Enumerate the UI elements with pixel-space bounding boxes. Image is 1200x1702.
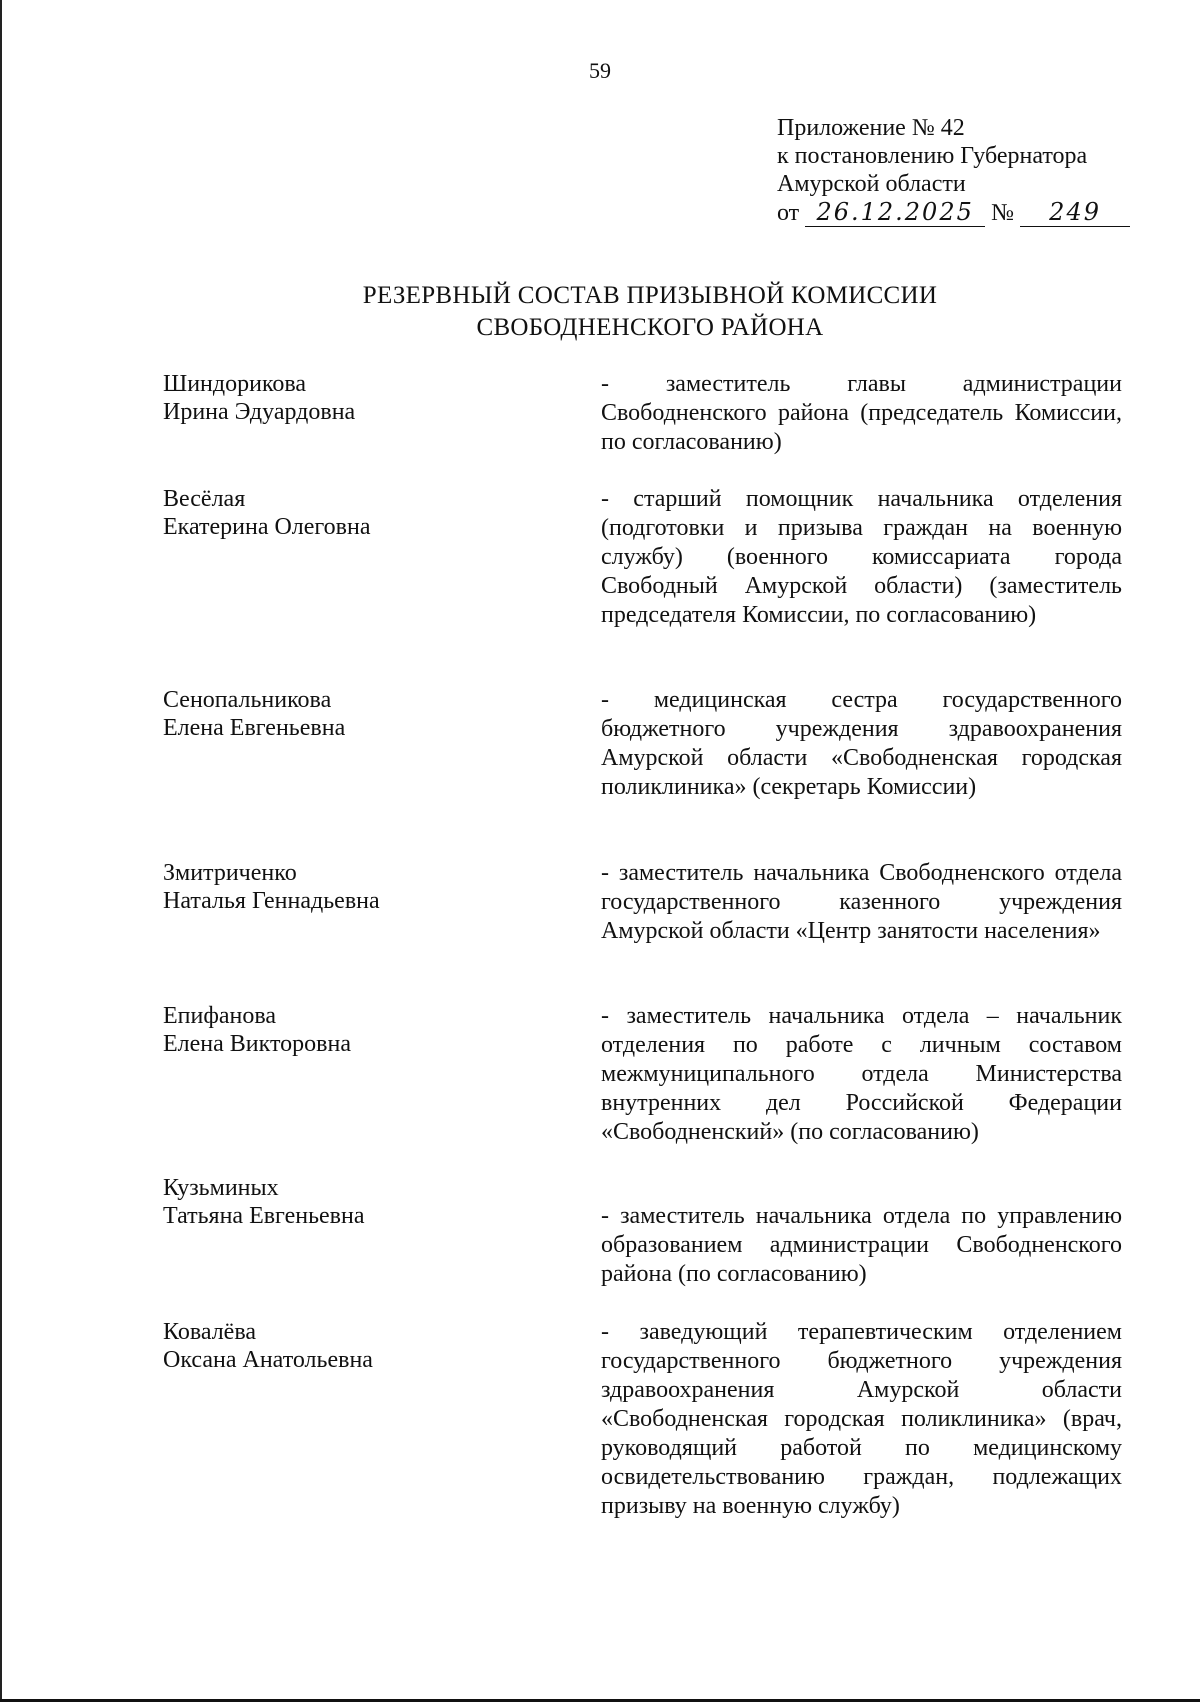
member-given-names: Ирина Эдуардовна [163, 399, 356, 425]
member-given-names: Татьяна Евгеньевна [163, 1203, 365, 1229]
number-prefix: № [991, 200, 1015, 226]
member-name [163, 1002, 563, 1058]
member-name [163, 859, 563, 915]
member-given-names: Оксана Анатольевна [163, 1347, 373, 1373]
member-position: - заместитель начальника Свободненского отдела государственного казенного учреждения Амурской области «Центр занятости населения» [601, 860, 1122, 944]
handwritten-date: 26.12.2025 [805, 198, 985, 227]
appendix-date-number-line [777, 198, 1157, 227]
appendix-header [777, 114, 1157, 227]
page-number: 59 [589, 58, 611, 83]
appendix-region: Амурской области [777, 171, 966, 197]
member-name [163, 1318, 563, 1374]
scan-edge-left [0, 0, 2, 1702]
appendix-resolution: к постановлению Губернатора [777, 143, 1088, 169]
member-given-names: Екатерина Олеговна [163, 514, 371, 540]
document-title [0, 280, 1200, 344]
title-line-1: РЕЗЕРВНЫЙ СОСТАВ ПРИЗЫВНОЙ КОМИССИИ [362, 282, 938, 309]
member-surname: Ковалёва [163, 1319, 256, 1345]
member-name [163, 370, 563, 426]
handwritten-number: 249 [1020, 198, 1130, 227]
member-position: - старший помощник начальника отделения (подготовки и призыва граждан на военную службу) (военного комиссариата города Свободный Амурской области) (заместитель председателя Комиссии, по согласованию) [601, 486, 1122, 628]
member-surname: Сенопальникова [163, 687, 332, 713]
member-given-names: Елена Евгеньевна [163, 715, 346, 741]
member-name [163, 485, 563, 541]
member-position: - заместитель начальника отдела – начальник отделения по работе с личным составом межмуниципального отдела Министерства внутренних дел Российской Федерации «Свободненский» (по согласованию) [601, 1003, 1122, 1145]
member-name [163, 686, 563, 742]
member-position: - заведующий терапевтическим отделением государственного бюджетного учреждения здравоохранения Амурской области «Свободненская городская поликлиника» (врач, руководящий работой по медицинскому освидетельствованию граждан, подлежащих призыву на военную службу) [601, 1319, 1122, 1519]
member-surname: Епифанова [163, 1003, 277, 1029]
member-surname: Весёлая [163, 486, 246, 512]
member-surname: Кузьминых [163, 1175, 279, 1201]
member-given-names: Елена Викторовна [163, 1031, 351, 1057]
member-surname: Шиндорикова [163, 371, 307, 397]
member-position: - медицинская сестра государственного бюджетного учреждения здравоохранения Амурской области «Свободненская городская поликлиника» (секретарь Комиссии) [601, 687, 1122, 800]
member-position: - заместитель главы администрации Свободненского района (председатель Комиссии, по согласованию) [601, 371, 1122, 455]
member-given-names: Наталья Геннадьевна [163, 888, 380, 914]
member-name [163, 1174, 563, 1230]
title-line-2: СВОБОДНЕНСКОГО РАЙОНА [476, 314, 824, 341]
date-prefix: от [777, 200, 800, 226]
appendix-title: Приложение № 42 [777, 115, 965, 141]
member-position: - заместитель начальника отдела по управлению образованием администрации Свободненского района (по согласованию) [601, 1203, 1122, 1287]
member-surname: Змитриченко [163, 860, 297, 886]
